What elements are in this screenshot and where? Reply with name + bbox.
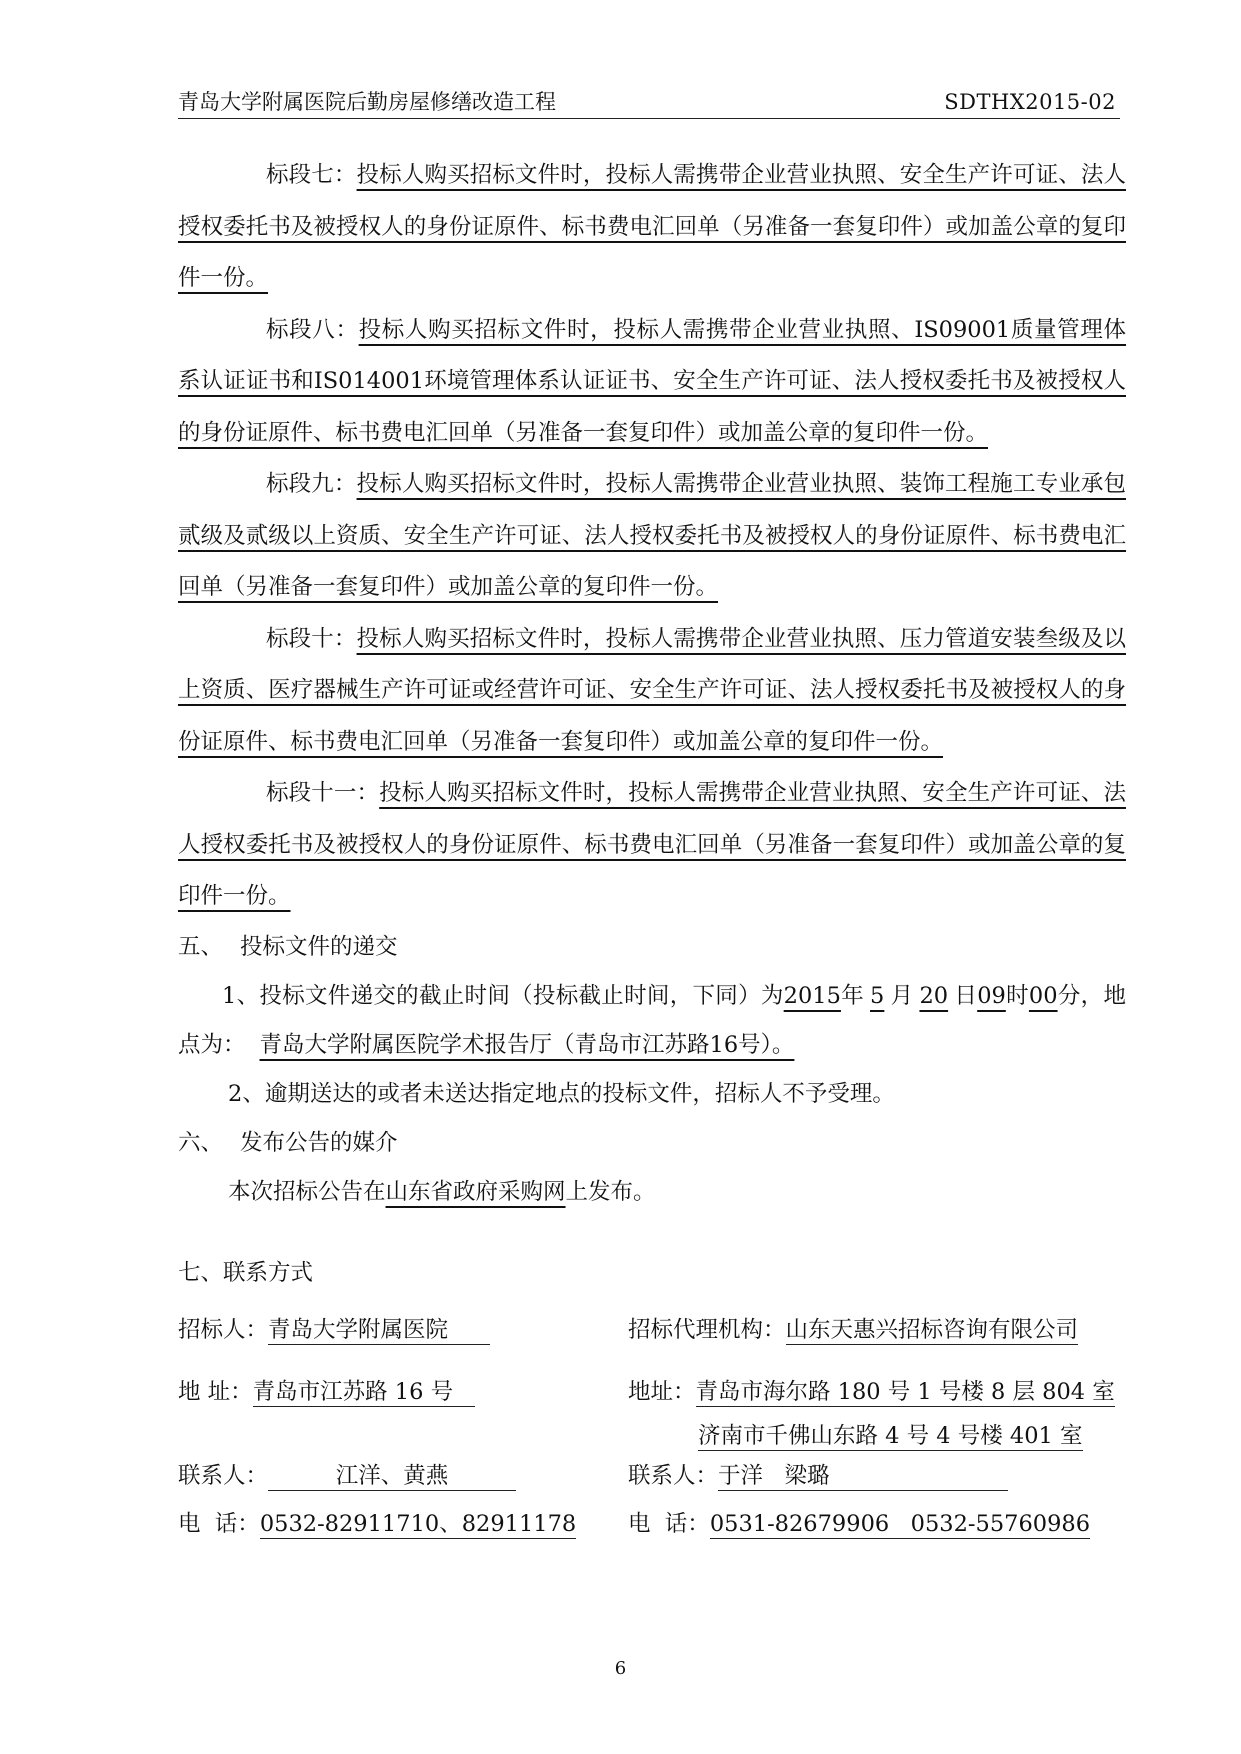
agency-address-line2-wrap (698, 1422, 1083, 1451)
lot10-text: 投标人购买招标文件时，投标人需携带企业营业执照、压力管道安装叁级及以上资质、医疗器械生产许可证或经营许可证、安全生产许可证、法人授权委托书及被授权人的身份证原件、标书费电汇回单（另准备一套复印件）或加盖公章的复印件一份。 (178, 625, 1126, 755)
document-body (178, 150, 1126, 1548)
agency-person-value: 于洋 梁璐 (718, 1462, 1008, 1491)
agency-address-line2: 济南市千佛山东路 4 号 4 号楼 401 室 (698, 1422, 1083, 1449)
contact-row-persons (178, 1452, 1126, 1500)
agency-address-block (628, 1374, 1115, 1407)
media-prefix: 本次招标公告在 (228, 1178, 386, 1205)
lot11-paragraph (178, 768, 1126, 923)
page-number: 6 (614, 1658, 627, 1679)
header-title: 青岛大学附属医院后勤房屋修缮改造工程 (178, 90, 556, 114)
lot11-text: 投标人购买招标文件时，投标人需携带企业营业执照、安全生产许可证、法人授权委托书及被授权人的身份证原件、标书费电汇回单（另准备一套复印件）或加盖公章的复印件一份。 (178, 780, 1126, 909)
deadline-hour: 09 (977, 982, 1006, 1009)
media-heading (178, 1119, 1126, 1168)
agency-phone-block (628, 1506, 1090, 1539)
deadline-minute: 00 (1028, 982, 1058, 1009)
lot11-label: 标段十一： (266, 780, 380, 806)
media-site: 山东省政府采购网 (385, 1178, 566, 1205)
header-code: SDTHX2015-02 (944, 90, 1116, 114)
tenderer-block (178, 1312, 490, 1345)
late-submission-note: 2、逾期送达的或者未送达指定地点的投标文件，招标人不予受理。 (228, 1080, 895, 1107)
deadline-year-unit: 年 (840, 982, 865, 1009)
lot7-text: 投标人购买招标文件时，投标人需携带企业营业执照、安全生产许可证、法人授权委托书及被授权人的身份证原件、标书费电汇回单（另准备一套复印件）或加盖公章的复印件一份。 (178, 162, 1126, 291)
deadline-day: 20 (919, 982, 949, 1009)
address-value: 青岛市江苏路 16 号 (253, 1378, 475, 1407)
agency-address-label: 地址： (628, 1378, 696, 1405)
lot7-paragraph (178, 150, 1126, 305)
address-block (178, 1374, 475, 1407)
tenderer-label: 招标人： (178, 1316, 269, 1343)
submission-deadline (178, 972, 1126, 1070)
media-heading-text: 发布公告的媒介 (240, 1129, 398, 1156)
lot9-paragraph (178, 459, 1126, 614)
agency-person-label: 联系人： (628, 1462, 719, 1489)
lot8-label: 标段八： (266, 316, 359, 343)
lot9-label: 标段九： (266, 471, 357, 497)
media-suffix: 上发布。 (565, 1178, 656, 1205)
deadline-month-unit: 月 (890, 982, 914, 1009)
submission-heading-number: 五、 (178, 933, 224, 960)
media-statement (178, 1168, 1126, 1217)
agency-address-line1: 青岛市海尔路 180 号 1 号楼 8 层 804 室 (695, 1378, 1115, 1405)
media-heading-number: 六、 (178, 1129, 224, 1156)
person-label: 联系人： (178, 1462, 269, 1489)
deadline-prefix: 1、投标文件递交的截止时间（投标截止时间，下同）为 (222, 982, 784, 1009)
submission-heading-text: 投标文件的递交 (240, 933, 398, 960)
lot10-label: 标段十： (266, 625, 357, 652)
contact-row-phones (178, 1500, 1126, 1548)
page-header (178, 88, 1120, 119)
deadline-year: 2015 (783, 982, 841, 1009)
section-spacer (178, 1217, 1126, 1249)
person-block (178, 1458, 516, 1491)
contact-row-addresses (178, 1360, 1126, 1452)
contact-heading: 七、联系方式 (178, 1259, 314, 1286)
agency-label: 招标代理机构： (628, 1316, 786, 1343)
submission-heading (178, 923, 1126, 972)
agency-value: 山东天惠兴招标咨询有限公司 (785, 1316, 1079, 1343)
person-value: 江洋、黄燕 (268, 1462, 516, 1491)
agency-phone-value: 0531-82679906 0532-55760986 (709, 1510, 1091, 1537)
lot10-paragraph (178, 614, 1126, 769)
agency-block (628, 1312, 1078, 1345)
lot8-text: 投标人购买招标文件时，投标人需携带企业营业执照、IS09001质量管理体系认证证书和IS014001环境管理体系认证证书、安全生产许可证、法人授权委托书及被授权人的身份证原件、标书费电汇回单（另准备一套复印件）或加盖公章的复印件一份。 (178, 316, 1126, 446)
phone-block (178, 1506, 576, 1539)
phone-label: 电 话： (178, 1510, 260, 1537)
agency-phone-label: 电 话： (628, 1510, 710, 1537)
phone-value: 0532-82911710、82911178 (259, 1510, 577, 1537)
deadline-day-unit: 日 (954, 982, 978, 1009)
agency-person-block (628, 1458, 1008, 1491)
lot7-label: 标段七： (266, 162, 357, 188)
submission-location: 青岛大学附属医院学术报告厅（青岛市江苏路16号）。 (259, 1031, 795, 1058)
contact-row-names (178, 1298, 1126, 1360)
lot9-text: 投标人购买招标文件时，投标人需携带企业营业执照、装饰工程施工专业承包贰级及贰级以上资质、安全生产许可证、法人授权委托书及被授权人的身份证原件、标书费电汇回单（另准备一套复印件）或加盖公章的复印件一份。 (178, 471, 1126, 600)
tenderer-value: 青岛大学附属医院 (268, 1316, 490, 1345)
address-label: 地 址： (178, 1378, 253, 1405)
deadline-minute-unit: 分，地点为： (178, 982, 1126, 1058)
deadline-month: 5 (870, 982, 885, 1009)
lot8-paragraph (178, 305, 1126, 460)
deadline-hour-unit: 时 (1005, 982, 1029, 1009)
